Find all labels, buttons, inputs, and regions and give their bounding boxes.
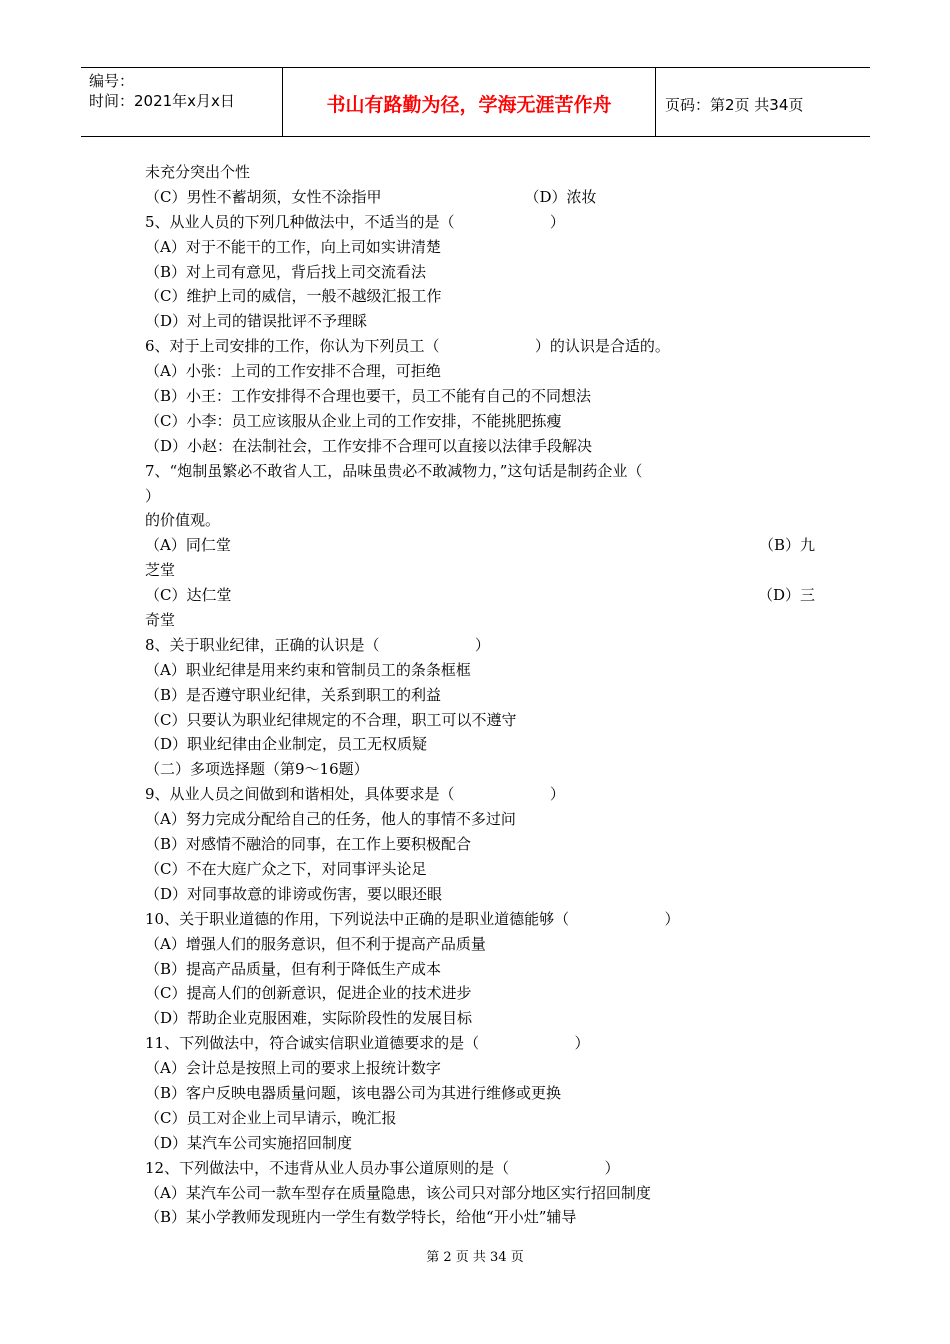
text-line: （A）小张：上司的工作安排不合理，可拒绝 bbox=[145, 362, 441, 381]
option-right: （D）三 bbox=[757, 586, 815, 605]
text-line: 5、从业人员的下列几种做法中，不适当的是（ ） bbox=[145, 212, 565, 231]
header-motto: 书山有路勤为径，学海无涯苦作舟 bbox=[326, 94, 612, 116]
text-line: （A）会计总是按照上司的要求上报统计数字 bbox=[145, 1059, 441, 1078]
text-line: （C）不在大庭广众之下，对同事评头论足 bbox=[145, 859, 427, 878]
text-line: （D）职业纪律由企业制定，员工无权质疑 bbox=[145, 735, 428, 754]
text-line: （B）某小学教师发现班内一学生有数学特长，给他“开小灶”辅导 bbox=[145, 1208, 577, 1227]
section-heading: （二）多项选择题（第9～16题） bbox=[145, 760, 369, 779]
option-row bbox=[145, 558, 815, 583]
text-line: 的价值观。 bbox=[145, 511, 221, 530]
text-line: （C）小李：员工应该服从企业上司的工作安排，不能挑肥拣瘦 bbox=[145, 411, 562, 430]
text-line: （C）男性不蓄胡须，女性不涂指甲 （D）浓妆 bbox=[145, 187, 597, 206]
text-line: ） bbox=[145, 486, 161, 505]
text-line: （D）小赵：在法制社会，工作安排不合理可以直接以法律手段解决 bbox=[145, 436, 593, 455]
option-left: （A）同仁堂 bbox=[145, 536, 231, 555]
text-line: （C）提高人们的创新意识，促进企业的技术进步 bbox=[145, 984, 472, 1003]
option-row bbox=[145, 583, 815, 608]
page-header bbox=[81, 67, 870, 137]
text-line: （A）某汽车公司一款车型存在质量隐患，该公司只对部分地区实行招回制度 bbox=[145, 1183, 651, 1202]
text-line: （B）小王：工作安排得不合理也要干，员工不能有自己的不同想法 bbox=[145, 387, 592, 406]
time-label: 时间：2021年x月x日 bbox=[89, 92, 235, 110]
text-line: 12、下列做法中，不违背从业人员办事公道原则的是（ ） bbox=[145, 1158, 620, 1177]
text-line: （D）对同事故意的诽谤或伤害，要以眼还眼 bbox=[145, 884, 443, 903]
text-line: 未充分突出个性 bbox=[145, 163, 251, 181]
text-line: 6、对于上司安排的工作，你认为下列员工（ ）的认识是合适的。 bbox=[145, 337, 670, 356]
option-left: 奇堂 bbox=[145, 611, 176, 630]
text-line: （A）增强人们的服务意识，但不利于提高产品质量 bbox=[145, 934, 486, 953]
text-line: 8、关于职业纪律，正确的认识是（ ） bbox=[145, 635, 490, 654]
option-row bbox=[145, 533, 815, 558]
text-line: （A）职业纪律是用来约束和管制员工的条条框框 bbox=[145, 660, 471, 679]
text-line: 10、关于职业道德的作用，下列说法中正确的是职业道德能够（ ） bbox=[145, 909, 680, 928]
option-row bbox=[145, 608, 815, 633]
option-left: 芝堂 bbox=[145, 561, 176, 580]
text-line: （C）只要认为职业纪律规定的不合理，职工可以不遵守 bbox=[145, 710, 517, 729]
text-line: （D）某汽车公司实施招回制度 bbox=[145, 1133, 353, 1152]
option-right: （B）九 bbox=[758, 536, 815, 555]
document-body bbox=[145, 160, 815, 1230]
text-line: （C）维护上司的威信，一般不越级汇报工作 bbox=[145, 287, 442, 306]
text-line: 9、从业人员之间做到和谐相处，具体要求是（ ） bbox=[145, 785, 565, 804]
text-line: 7、“炮制虽繁必不敢省人工，品味虽贵必不敢减物力，”这句话是制药企业（ bbox=[145, 461, 643, 480]
page-footer: 第 2 页 共 34 页 bbox=[426, 1250, 524, 1265]
text-line: （B）提高产品质量，但有利于降低生产成本 bbox=[145, 959, 442, 978]
text-line: （B）是否遵守职业纪律，关系到职工的利益 bbox=[145, 685, 442, 704]
text-line: （D）帮助企业克服困难，实际阶段性的发展目标 bbox=[145, 1009, 473, 1028]
page-info: 页码：第2页 共34页 bbox=[665, 96, 804, 114]
text-line: （B）对上司有意见，背后找上司交流看法 bbox=[145, 262, 427, 281]
text-line: （A）努力完成分配给自己的任务，他人的事情不多过问 bbox=[145, 810, 516, 829]
option-left: （C）达仁堂 bbox=[145, 586, 232, 605]
text-line: （B）客户反映电器质量问题，该电器公司为其进行维修或更换 bbox=[145, 1083, 562, 1102]
text-line: （C）员工对企业上司早请示，晚汇报 bbox=[145, 1108, 397, 1127]
text-line: （A）对于不能干的工作，向上司如实讲清楚 bbox=[145, 237, 441, 256]
number-label: 编号： bbox=[89, 72, 135, 90]
text-line: 11、下列做法中，符合诚实信职业道德要求的是（ ） bbox=[145, 1034, 590, 1053]
header-divider bbox=[655, 68, 656, 136]
text-line: （D）对上司的错误批评不予理睬 bbox=[145, 312, 368, 331]
text-line: （B）对感情不融洽的同事，在工作上要积极配合 bbox=[145, 835, 472, 854]
